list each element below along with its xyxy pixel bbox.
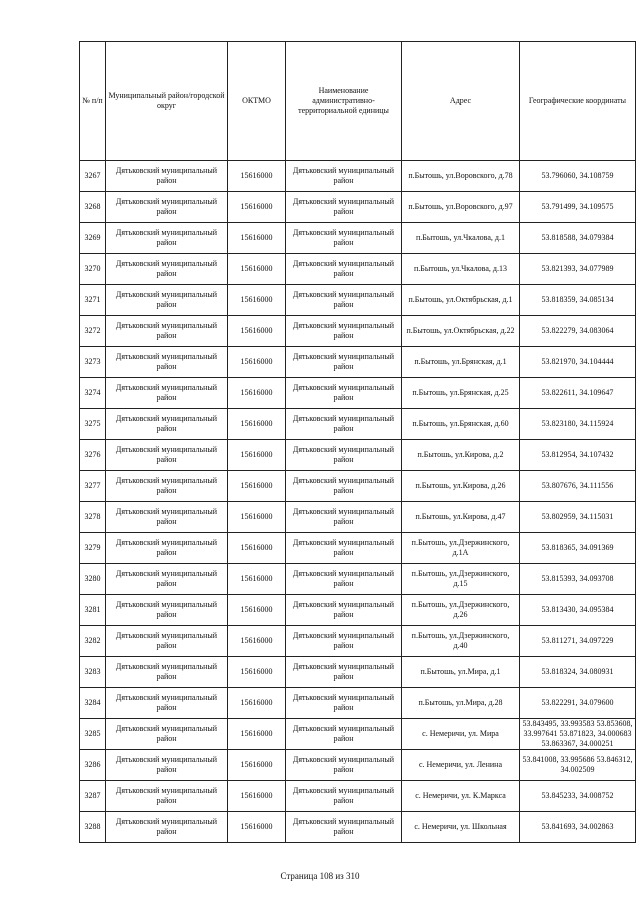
cell-unit: Дятьковский муниципальный район <box>286 347 402 378</box>
cell-num: 3276 <box>80 440 106 471</box>
cell-unit: Дятьковский муниципальный район <box>286 502 402 533</box>
cell-coords: 53.818588, 34.079384 <box>520 223 636 254</box>
cell-unit: Дятьковский муниципальный район <box>286 316 402 347</box>
cell-unit: Дятьковский муниципальный район <box>286 409 402 440</box>
cell-address: п.Бытошь, ул.Кирова, д.47 <box>402 502 520 533</box>
cell-district: Дятьковский муниципальный район <box>106 223 228 254</box>
header-num: № п/п <box>80 42 106 161</box>
table-row <box>80 285 636 316</box>
cell-num: 3269 <box>80 223 106 254</box>
cell-oktmo: 15616000 <box>228 316 286 347</box>
table-row <box>80 254 636 285</box>
cell-coords: 53.818365, 34.091369 <box>520 533 636 564</box>
cell-num: 3275 <box>80 409 106 440</box>
cell-coords: 53.802959, 34.115031 <box>520 502 636 533</box>
cell-unit: Дятьковский муниципальный район <box>286 161 402 192</box>
cell-address: с. Немеричи, ул. К.Маркса <box>402 781 520 812</box>
cell-oktmo: 15616000 <box>228 750 286 781</box>
table-row <box>80 316 636 347</box>
cell-num: 3282 <box>80 626 106 657</box>
cell-district: Дятьковский муниципальный район <box>106 440 228 471</box>
cell-num: 3288 <box>80 812 106 843</box>
cell-unit: Дятьковский муниципальный район <box>286 626 402 657</box>
cell-coords: 53.841008, 33.995686 53.846312, 34.002509 <box>520 750 636 781</box>
cell-district: Дятьковский муниципальный район <box>106 471 228 502</box>
cell-coords: 53.811271, 34.097229 <box>520 626 636 657</box>
cell-num: 3268 <box>80 192 106 223</box>
cell-oktmo: 15616000 <box>228 502 286 533</box>
cell-address: с. Немеричи, ул. Мира <box>402 719 520 750</box>
cell-num: 3286 <box>80 750 106 781</box>
cell-district: Дятьковский муниципальный район <box>106 502 228 533</box>
cell-num: 3278 <box>80 502 106 533</box>
header-district: Муниципальный район/городской округ <box>106 42 228 161</box>
cell-unit: Дятьковский муниципальный район <box>286 750 402 781</box>
cell-address: п.Бытошь, ул.Кирова, д.26 <box>402 471 520 502</box>
cell-address: с. Немеричи, ул. Ленина <box>402 750 520 781</box>
cell-coords: 53.807676, 34.111556 <box>520 471 636 502</box>
cell-district: Дятьковский муниципальный район <box>106 161 228 192</box>
cell-district: Дятьковский муниципальный район <box>106 409 228 440</box>
cell-coords: 53.812954, 34.107432 <box>520 440 636 471</box>
cell-address: п.Бытошь, ул.Воровского, д.97 <box>402 192 520 223</box>
cell-district: Дятьковский муниципальный район <box>106 750 228 781</box>
header-address: Адрес <box>402 42 520 161</box>
cell-oktmo: 15616000 <box>228 347 286 378</box>
table-row <box>80 657 636 688</box>
cell-num: 3279 <box>80 533 106 564</box>
cell-district: Дятьковский муниципальный район <box>106 812 228 843</box>
cell-oktmo: 15616000 <box>228 688 286 719</box>
cell-coords: 53.845233, 34.008752 <box>520 781 636 812</box>
table-row <box>80 812 636 843</box>
cell-num: 3285 <box>80 719 106 750</box>
table-row <box>80 719 636 750</box>
cell-coords: 53.841693, 34.002863 <box>520 812 636 843</box>
table-row <box>80 223 636 254</box>
cell-unit: Дятьковский муниципальный район <box>286 440 402 471</box>
cell-coords: 53.813430, 34.095384 <box>520 595 636 626</box>
cell-district: Дятьковский муниципальный район <box>106 378 228 409</box>
cell-oktmo: 15616000 <box>228 440 286 471</box>
cell-address: п.Бытошь, ул.Брянская, д.1 <box>402 347 520 378</box>
cell-address: п.Бытошь, ул.Дзержинского, д.26 <box>402 595 520 626</box>
cell-unit: Дятьковский муниципальный район <box>286 378 402 409</box>
cell-oktmo: 15616000 <box>228 409 286 440</box>
cell-num: 3281 <box>80 595 106 626</box>
cell-coords: 53.843495, 33.993583 53.853608, 33.997641 53.871823, 34.000683 53.863367, 34.000251 <box>520 719 636 750</box>
cell-oktmo: 15616000 <box>228 657 286 688</box>
cell-oktmo: 15616000 <box>228 812 286 843</box>
cell-address: п.Бытошь, ул.Брянская, д.25 <box>402 378 520 409</box>
header-oktmo: ОКТМО <box>228 42 286 161</box>
cell-coords: 53.822279, 34.083064 <box>520 316 636 347</box>
cell-num: 3277 <box>80 471 106 502</box>
cell-oktmo: 15616000 <box>228 223 286 254</box>
cell-address: п.Бытошь, ул.Воровского, д.78 <box>402 161 520 192</box>
table-row <box>80 409 636 440</box>
cell-district: Дятьковский муниципальный район <box>106 285 228 316</box>
cell-num: 3274 <box>80 378 106 409</box>
cell-unit: Дятьковский муниципальный район <box>286 719 402 750</box>
table-row <box>80 626 636 657</box>
table-row <box>80 688 636 719</box>
cell-oktmo: 15616000 <box>228 626 286 657</box>
cell-num: 3267 <box>80 161 106 192</box>
table-row <box>80 750 636 781</box>
cell-num: 3283 <box>80 657 106 688</box>
cell-unit: Дятьковский муниципальный район <box>286 533 402 564</box>
cell-address: с. Немеричи, ул. Школьная <box>402 812 520 843</box>
cell-unit: Дятьковский муниципальный район <box>286 595 402 626</box>
cell-num: 3272 <box>80 316 106 347</box>
cell-district: Дятьковский муниципальный район <box>106 657 228 688</box>
table-row <box>80 781 636 812</box>
cell-address: п.Бытошь, ул.Брянская, д.60 <box>402 409 520 440</box>
cell-district: Дятьковский муниципальный район <box>106 533 228 564</box>
table-row <box>80 595 636 626</box>
cell-num: 3287 <box>80 781 106 812</box>
cell-address: п.Бытошь, ул.Октябрьская, д.22 <box>402 316 520 347</box>
cell-address: п.Бытошь, ул.Мира, д.28 <box>402 688 520 719</box>
page-number: Страница 108 из 310 <box>280 871 360 881</box>
cell-address: п.Бытошь, ул.Кирова, д.2 <box>402 440 520 471</box>
table-row <box>80 471 636 502</box>
cell-oktmo: 15616000 <box>228 378 286 409</box>
cell-num: 3271 <box>80 285 106 316</box>
cell-unit: Дятьковский муниципальный район <box>286 812 402 843</box>
cell-oktmo: 15616000 <box>228 595 286 626</box>
cell-district: Дятьковский муниципальный район <box>106 564 228 595</box>
cell-district: Дятьковский муниципальный район <box>106 626 228 657</box>
cell-oktmo: 15616000 <box>228 781 286 812</box>
cell-coords: 53.821393, 34.077989 <box>520 254 636 285</box>
registry-table <box>79 41 636 843</box>
cell-oktmo: 15616000 <box>228 161 286 192</box>
cell-district: Дятьковский муниципальный район <box>106 254 228 285</box>
cell-coords: 53.818359, 34.085134 <box>520 285 636 316</box>
table-row <box>80 502 636 533</box>
cell-oktmo: 15616000 <box>228 285 286 316</box>
cell-district: Дятьковский муниципальный район <box>106 316 228 347</box>
cell-unit: Дятьковский муниципальный район <box>286 223 402 254</box>
cell-district: Дятьковский муниципальный район <box>106 719 228 750</box>
cell-unit: Дятьковский муниципальный район <box>286 688 402 719</box>
cell-address: п.Бытошь, ул.Мира, д.1 <box>402 657 520 688</box>
cell-oktmo: 15616000 <box>228 254 286 285</box>
cell-coords: 53.791499, 34.109575 <box>520 192 636 223</box>
cell-oktmo: 15616000 <box>228 564 286 595</box>
cell-unit: Дятьковский муниципальный район <box>286 254 402 285</box>
table-row <box>80 533 636 564</box>
cell-unit: Дятьковский муниципальный район <box>286 471 402 502</box>
cell-num: 3284 <box>80 688 106 719</box>
cell-coords: 53.823180, 34.115924 <box>520 409 636 440</box>
cell-address: п.Бытошь, ул.Чкалова, д.13 <box>402 254 520 285</box>
cell-district: Дятьковский муниципальный район <box>106 781 228 812</box>
table-row <box>80 192 636 223</box>
cell-coords: 53.796060, 34.108759 <box>520 161 636 192</box>
cell-district: Дятьковский муниципальный район <box>106 688 228 719</box>
cell-oktmo: 15616000 <box>228 471 286 502</box>
cell-district: Дятьковский муниципальный район <box>106 192 228 223</box>
table-row <box>80 440 636 471</box>
cell-unit: Дятьковский муниципальный район <box>286 564 402 595</box>
cell-address: п.Бытошь, ул.Дзержинского, д.15 <box>402 564 520 595</box>
table-row <box>80 347 636 378</box>
cell-num: 3273 <box>80 347 106 378</box>
cell-oktmo: 15616000 <box>228 719 286 750</box>
cell-district: Дятьковский муниципальный район <box>106 595 228 626</box>
cell-unit: Дятьковский муниципальный район <box>286 192 402 223</box>
cell-unit: Дятьковский муниципальный район <box>286 781 402 812</box>
table-row <box>80 378 636 409</box>
cell-oktmo: 15616000 <box>228 533 286 564</box>
cell-unit: Дятьковский муниципальный район <box>286 285 402 316</box>
cell-num: 3270 <box>80 254 106 285</box>
table-row <box>80 564 636 595</box>
cell-coords: 53.821970, 34.104444 <box>520 347 636 378</box>
cell-oktmo: 15616000 <box>228 192 286 223</box>
cell-address: п.Бытошь, ул.Чкалова, д.1 <box>402 223 520 254</box>
table-row <box>80 161 636 192</box>
cell-address: п.Бытошь, ул.Дзержинского, д.1А <box>402 533 520 564</box>
cell-unit: Дятьковский муниципальный район <box>286 657 402 688</box>
cell-coords: 53.818324, 34.080931 <box>520 657 636 688</box>
cell-district: Дятьковский муниципальный район <box>106 347 228 378</box>
header-row <box>80 42 636 161</box>
cell-num: 3280 <box>80 564 106 595</box>
cell-address: п.Бытошь, ул.Дзержинского, д.40 <box>402 626 520 657</box>
cell-coords: 53.815393, 34.093708 <box>520 564 636 595</box>
header-coords: Географические координаты <box>520 42 636 161</box>
cell-coords: 53.822291, 34.079600 <box>520 688 636 719</box>
header-unit: Наименование административно-территориальной единицы <box>286 42 402 161</box>
cell-address: п.Бытошь, ул.Октябрьская, д.1 <box>402 285 520 316</box>
cell-coords: 53.822611, 34.109647 <box>520 378 636 409</box>
